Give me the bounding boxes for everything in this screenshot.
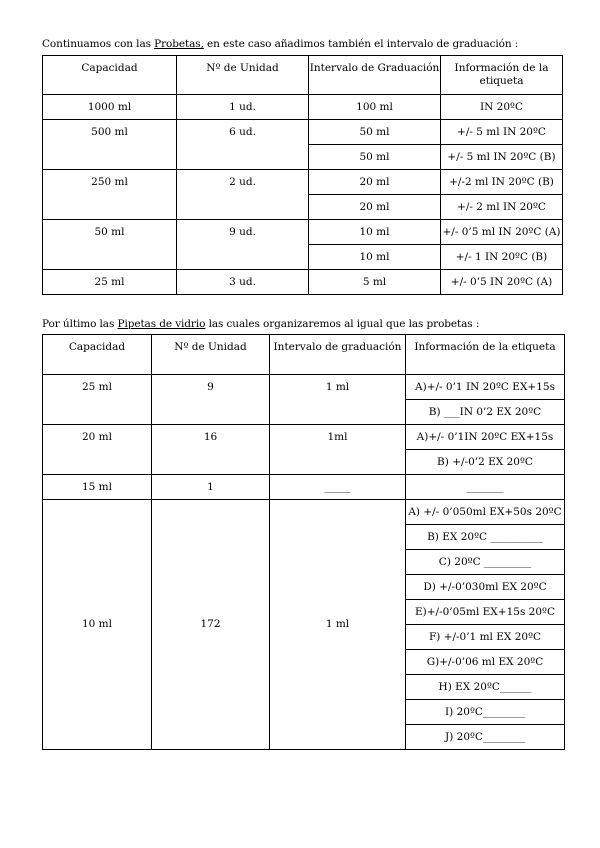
info-cell: +/-2 ml IN 20ºC (B) (441, 170, 563, 195)
intro-text-rest: en este caso añadimos también el intervalo de graduación : (203, 38, 519, 50)
header-capacidad: Capacidad (43, 335, 152, 375)
intervalo-cell: 1ml (270, 425, 406, 475)
unidad-cell: 1 (152, 475, 270, 500)
info-cell: J) 20ºC________ (406, 725, 565, 750)
pipetas-intro (42, 318, 479, 330)
header-capacidad: Capacidad (43, 56, 177, 95)
capacidad-cell: 15 ml (43, 475, 152, 500)
intervalo-cell: 10 ml (309, 220, 441, 245)
probetas-table (42, 55, 563, 295)
header-intervalo: Intervalo de graduación (270, 335, 406, 375)
capacidad-cell: 25 ml (43, 375, 152, 425)
info-cell: B) EX 20ºC __________ (406, 525, 565, 550)
unidad-cell: 9 (152, 375, 270, 425)
intervalo-cell: 1 ml (270, 500, 406, 750)
info-cell: A) +/- 0’050ml EX+50s 20ºC (406, 500, 565, 525)
info-cell: I) 20ºC________ (406, 700, 565, 725)
table-row (43, 475, 565, 500)
intervalo-cell: 20 ml (309, 170, 441, 195)
unidad-cell: 16 (152, 425, 270, 475)
probetas-keyword: Probetas, (154, 38, 204, 50)
info-cell: IN 20ºC (441, 95, 563, 120)
info-cell: +/- 5 ml IN 20ºC (B) (441, 145, 563, 170)
info-cell: +/- 0’5 IN 20ºC (A) (441, 270, 563, 295)
info-cell: F) +/-0’1 ml EX 20ºC (406, 625, 565, 650)
info-cell: +/- 1 IN 20ºC (B) (441, 245, 563, 270)
info-cell: +/- 2 ml IN 20ºC (441, 195, 563, 220)
unidad-cell: 1 ud. (177, 95, 309, 120)
info-cell: _______ (406, 475, 565, 500)
unidad-cell: 9 ud. (177, 220, 309, 270)
info-cell: B) ___IN 0’2 EX 20ºC (406, 400, 565, 425)
info-cell: +/- 0’5 ml IN 20ºC (A) (441, 220, 563, 245)
header-info: Información de la etiqueta (441, 56, 563, 95)
unidad-cell: 3 ud. (177, 270, 309, 295)
table-row (43, 120, 563, 145)
intervalo-cell: _____ (270, 475, 406, 500)
table-row (43, 220, 563, 245)
table-row (43, 170, 563, 195)
info-cell: B) +/-0’2 EX 20ºC (406, 450, 565, 475)
info-cell: C) 20ºC _________ (406, 550, 565, 575)
capacidad-cell: 25 ml (43, 270, 177, 295)
intro-text-rest: las cuales organizaremos al igual que las probetas : (205, 318, 480, 330)
info-cell: +/- 5 ml IN 20ºC (441, 120, 563, 145)
info-cell: D) +/-0’030ml EX 20ºC (406, 575, 565, 600)
capacidad-cell: 500 ml (43, 120, 177, 170)
info-cell: E)+/-0’05ml EX+15s 20ºC (406, 600, 565, 625)
capacidad-cell: 10 ml (43, 500, 152, 750)
header-intervalo: Intervalo de Graduación (309, 56, 441, 95)
header-unidad: Nº de Unidad (177, 56, 309, 95)
intervalo-cell: 50 ml (309, 145, 441, 170)
table-row (43, 425, 565, 450)
capacidad-cell: 50 ml (43, 220, 177, 270)
unidad-cell: 6 ud. (177, 120, 309, 170)
pipetas-table (42, 334, 565, 750)
pipetas-keyword: Pipetas de vidrio (117, 318, 206, 330)
unidad-cell: 172 (152, 500, 270, 750)
capacidad-cell: 250 ml (43, 170, 177, 220)
table-row (43, 95, 563, 120)
intervalo-cell: 50 ml (309, 120, 441, 145)
header-info: Información de la etiqueta (406, 335, 565, 375)
intervalo-cell: 10 ml (309, 245, 441, 270)
header-unidad: Nº de Unidad (152, 335, 270, 375)
probetas-intro (42, 38, 518, 50)
intervalo-cell: 1 ml (270, 375, 406, 425)
intro-text: Continuamos con las (42, 38, 155, 50)
capacidad-cell: 20 ml (43, 425, 152, 475)
info-cell: A)+/- 0’1 IN 20ºC EX+15s (406, 375, 565, 400)
table-row (43, 500, 565, 525)
intervalo-cell: 20 ml (309, 195, 441, 220)
capacidad-cell: 1000 ml (43, 95, 177, 120)
table-row (43, 270, 563, 295)
intro-text: Por último las (42, 318, 118, 330)
unidad-cell: 2 ud. (177, 170, 309, 220)
info-cell: A)+/- 0’1IN 20ºC EX+15s (406, 425, 565, 450)
info-cell: H) EX 20ºC______ (406, 675, 565, 700)
intervalo-cell: 100 ml (309, 95, 441, 120)
table-row (43, 375, 565, 400)
intervalo-cell: 5 ml (309, 270, 441, 295)
info-cell: G)+/-0’06 ml EX 20ºC (406, 650, 565, 675)
